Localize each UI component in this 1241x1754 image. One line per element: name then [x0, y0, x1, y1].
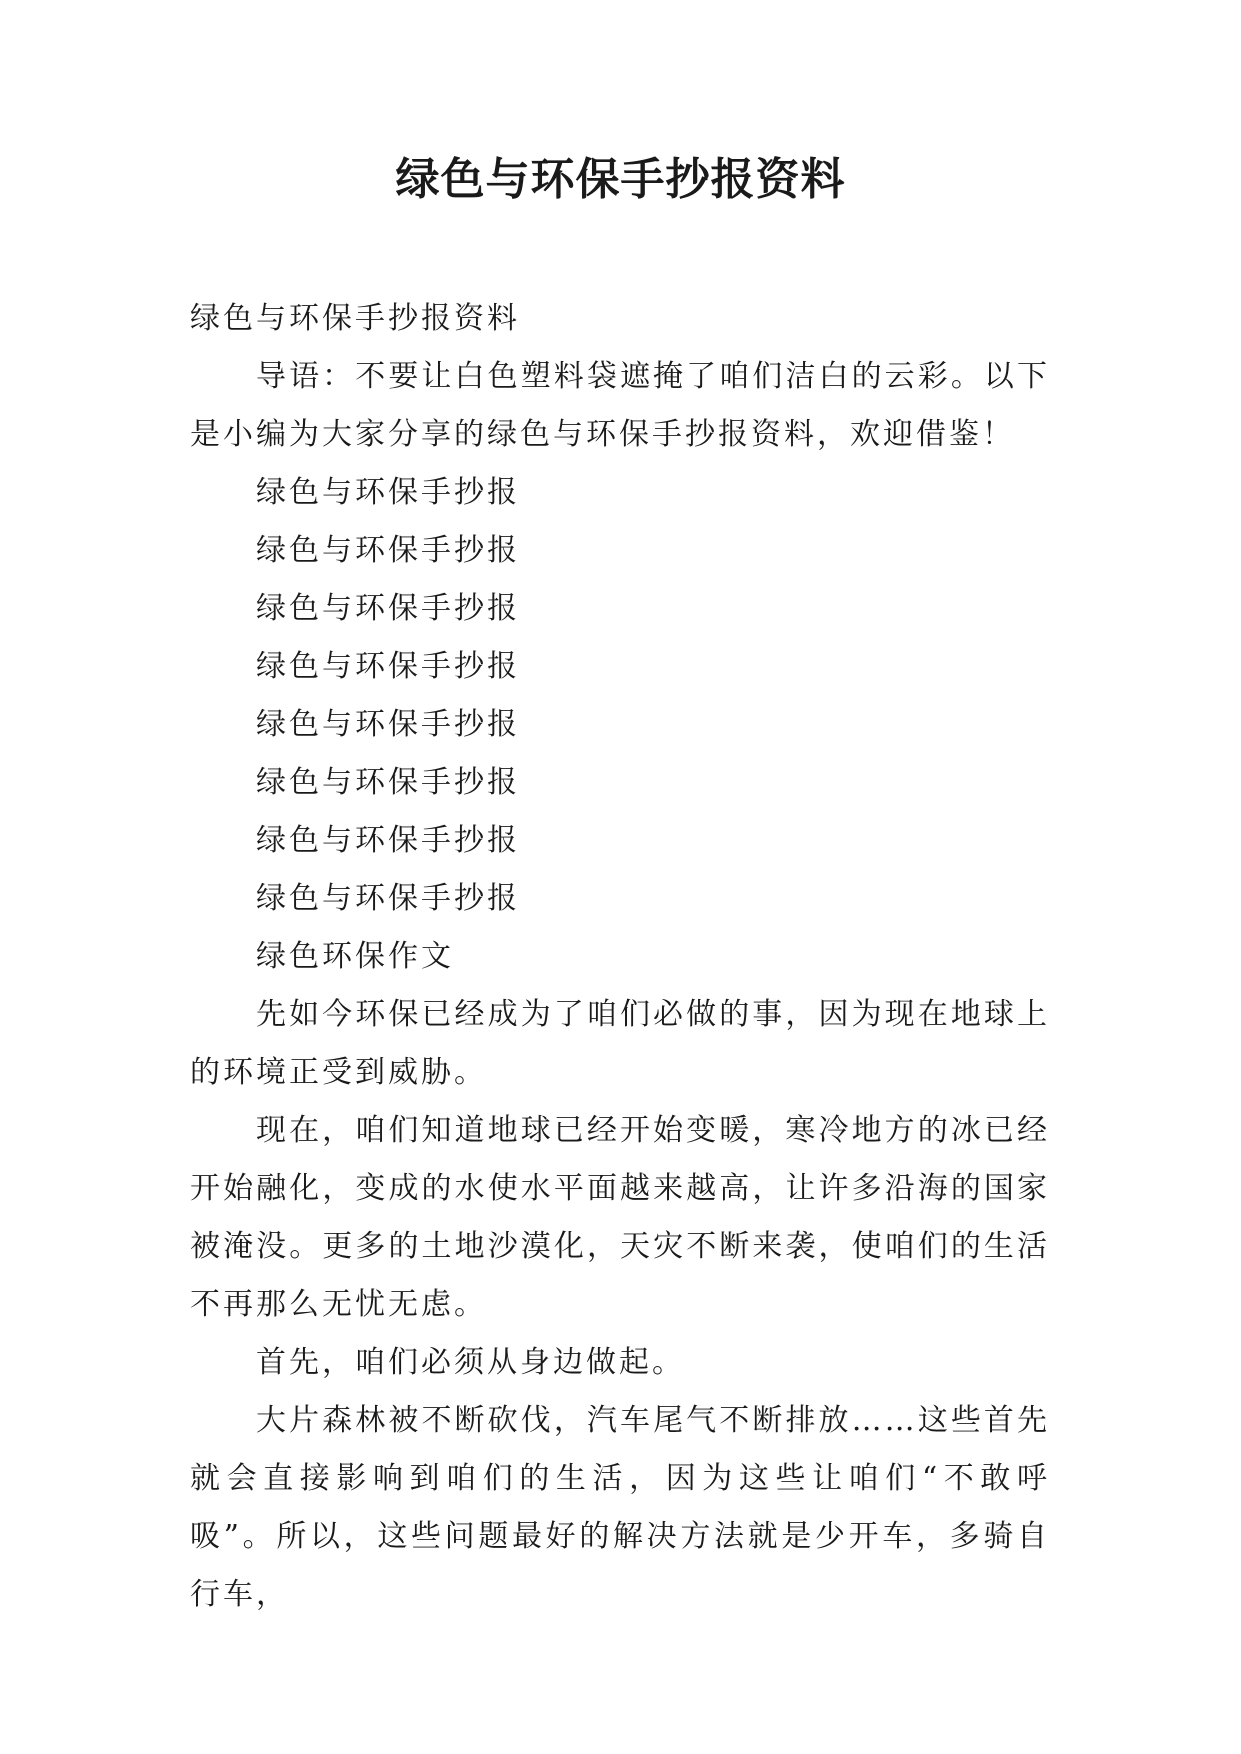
- paragraph: 绿色与环保手抄报: [256, 823, 520, 858]
- paragraph: 绿色与环保手抄报: [256, 533, 520, 568]
- paragraph: 绿色与环保手抄报: [256, 765, 520, 800]
- paragraph: 先如今环保已经成为了咱们必做的事，因为现在地球上的环境正受到威胁。: [190, 997, 1050, 1090]
- paragraph: 现在，咱们知道地球已经开始变暖，寒冷地方的冰已经开始融化，变成的水使水平面越来越高，让许多沿海的国家被淹没。更多的土地沙漠化，天灾不断来袭，使咱们的生活不再那么无忧无虑。: [190, 1113, 1050, 1322]
- paragraph: 绿色与环保手抄报资料: [190, 301, 520, 336]
- paragraph: 绿色与环保手抄报: [256, 881, 520, 916]
- paragraph: 绿色与环保手抄报: [256, 591, 520, 626]
- document-title: 绿色与环保手抄报资料: [395, 154, 846, 205]
- paragraph: 首先，咱们必须从身边做起。: [256, 1345, 685, 1380]
- paragraph: 导语：不要让白色塑料袋遮掩了咱们洁白的云彩。以下是小编为大家分享的绿色与环保手抄报资料，欢迎借鉴！: [190, 359, 1050, 452]
- document-body: [190, 290, 1050, 1624]
- paragraph: 大片森林被不断砍伐，汽车尾气不断排放……这些首先就会直接影响到咱们的生活，因为这些让咱们“不敢呼吸”。所以，这些问题最好的解决方法就是少开车，多骑自行车，: [190, 1403, 1050, 1612]
- paragraph: 绿色与环保手抄报: [256, 649, 520, 684]
- paragraph: 绿色与环保手抄报: [256, 475, 520, 510]
- paragraph: 绿色与环保手抄报: [256, 707, 520, 742]
- paragraph: 绿色环保作文: [256, 939, 454, 974]
